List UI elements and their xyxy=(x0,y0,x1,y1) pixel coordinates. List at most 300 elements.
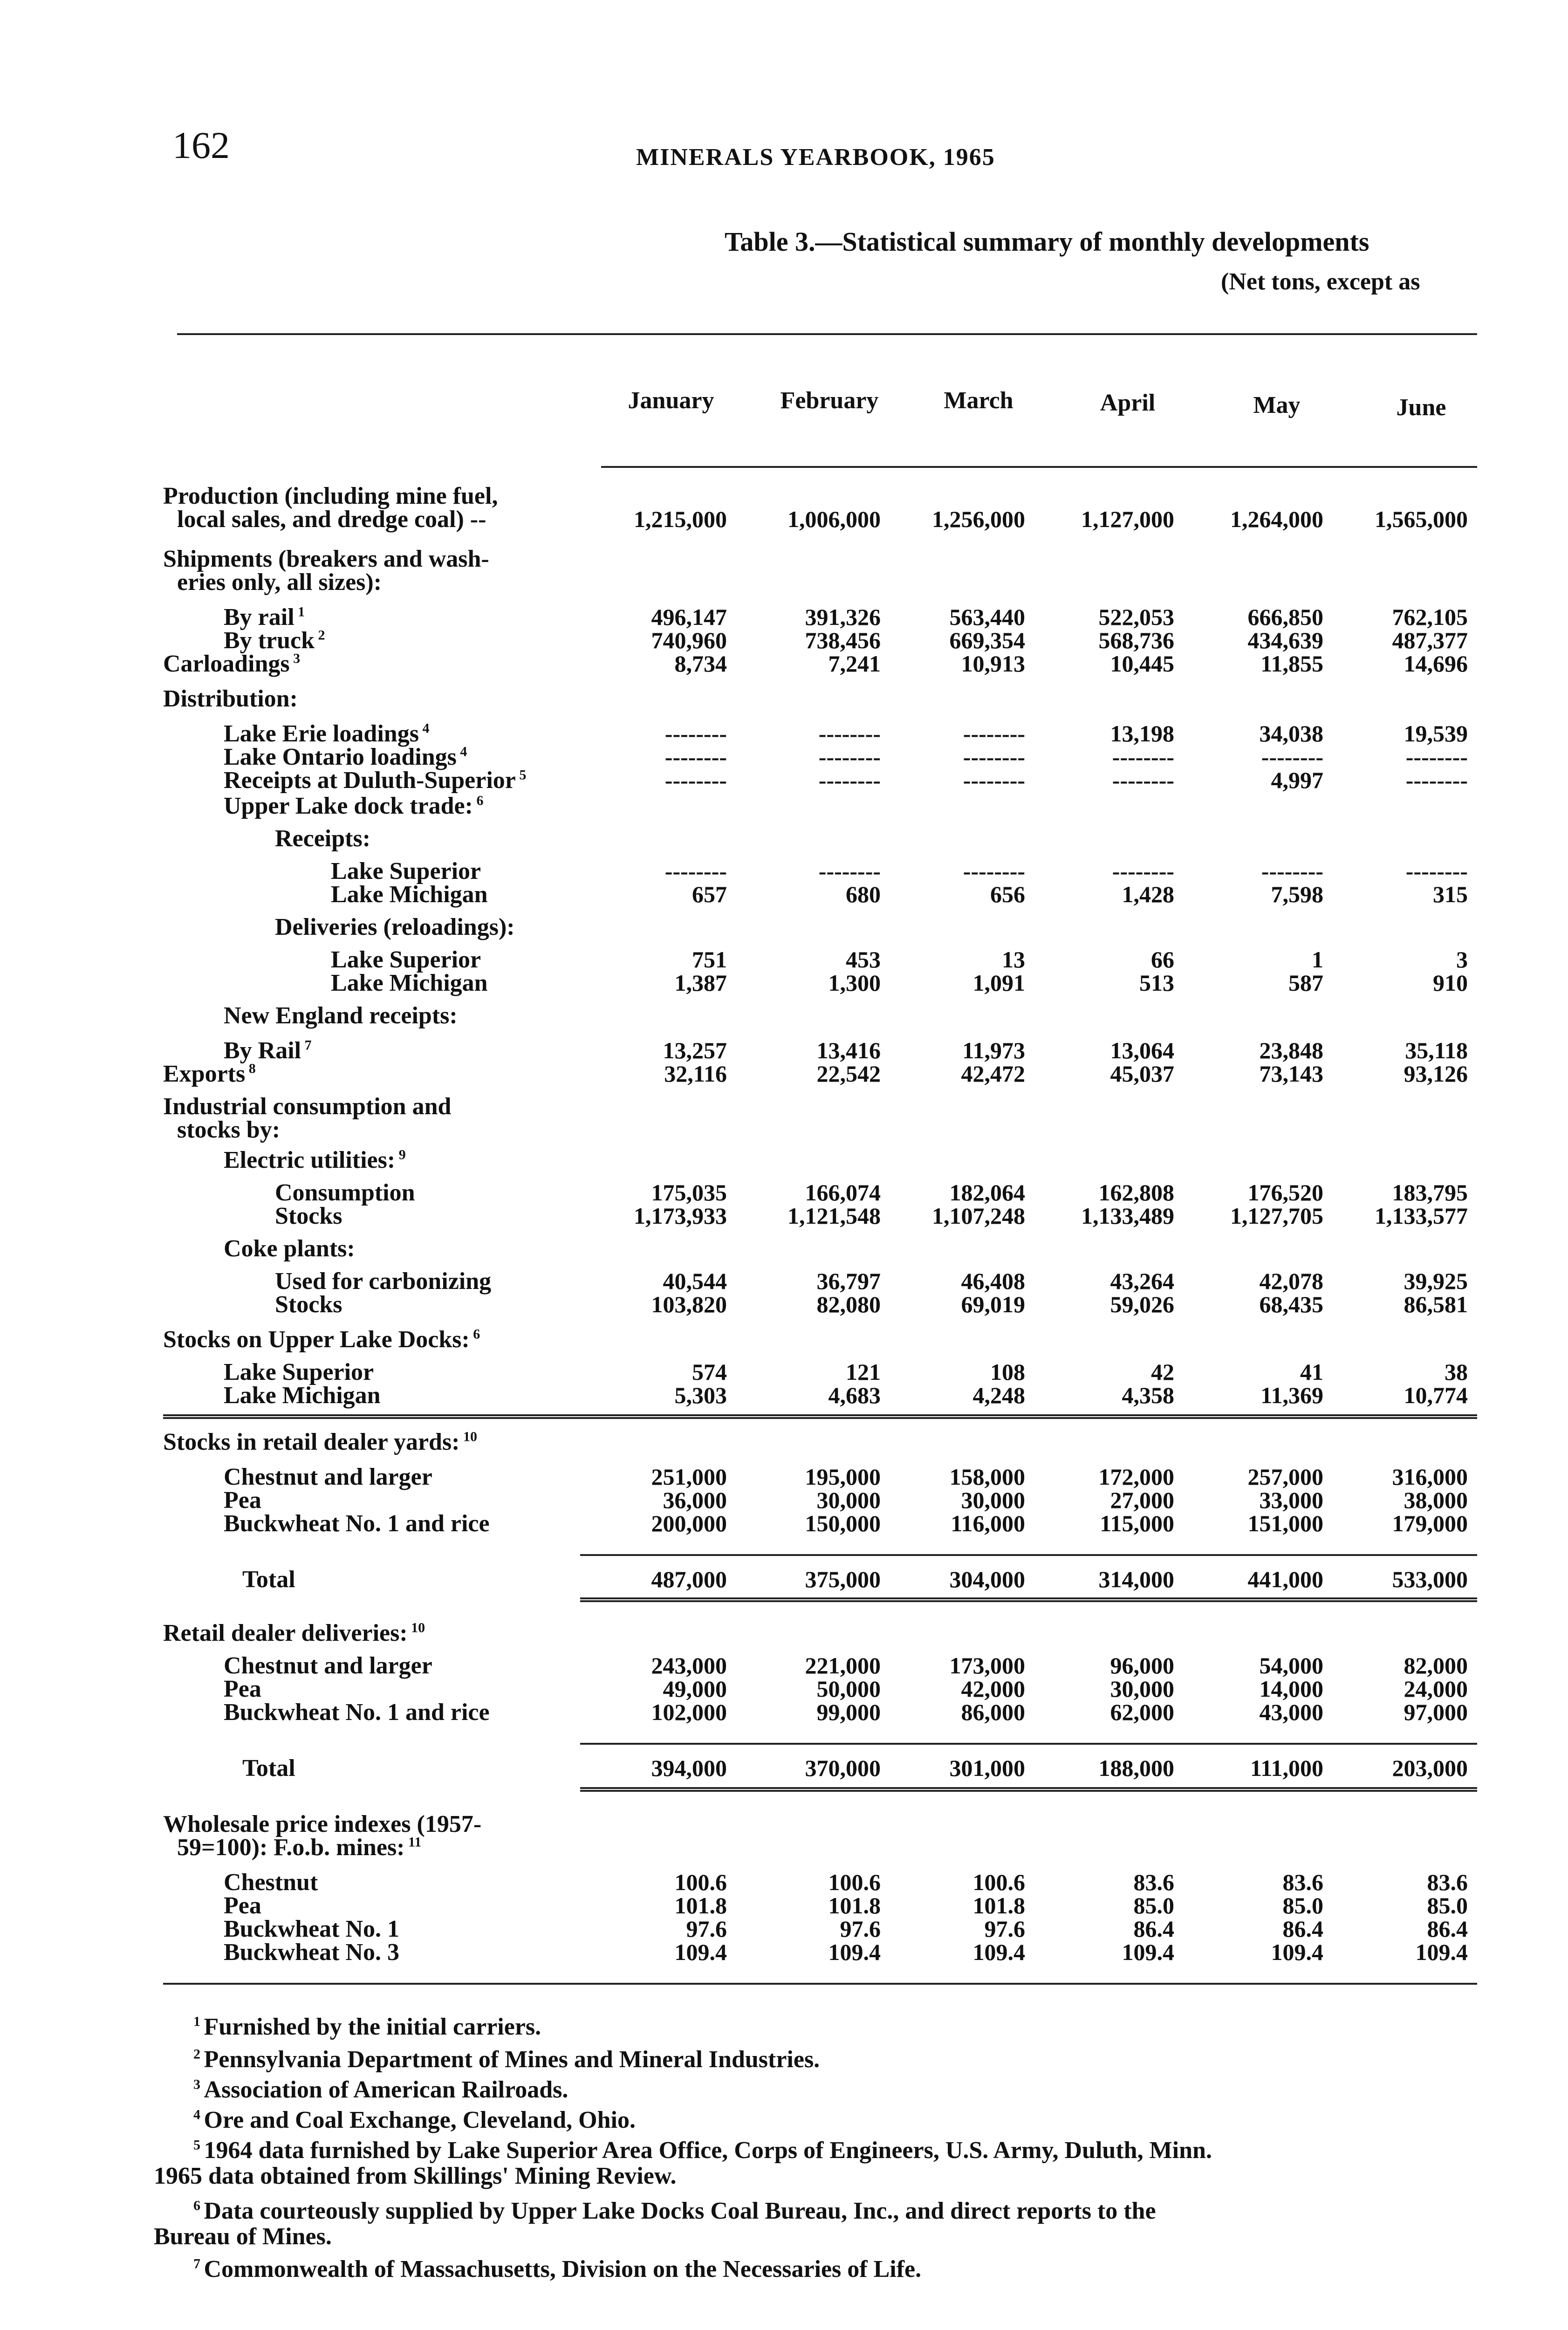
table-cell: 111,000 xyxy=(1250,1755,1323,1781)
table-cell: -------- xyxy=(1112,767,1174,793)
table-cell: 4,248 xyxy=(972,1382,1025,1408)
table-row xyxy=(163,1834,1477,1862)
col-january: January xyxy=(628,387,714,414)
row-label: Buckwheat No. 1 xyxy=(224,1916,400,1942)
table-cell: 115,000 xyxy=(1100,1510,1174,1536)
section-rule xyxy=(163,1414,1477,1419)
table-cell: -------- xyxy=(963,858,1025,884)
table-cell: 158,000 xyxy=(949,1464,1025,1490)
table-cell: 50,000 xyxy=(816,1676,881,1702)
row-label: Exports $^8$ xyxy=(163,1061,256,1087)
table-cell: 251,000 xyxy=(651,1464,727,1490)
table-cell: 1,300 xyxy=(828,970,881,996)
row-label: Lake Michigan xyxy=(331,881,488,908)
table-cell: 13,257 xyxy=(663,1037,727,1063)
table-cell: 85.0 xyxy=(1133,1892,1174,1919)
table-cell: 162,808 xyxy=(1098,1179,1174,1206)
table-row xyxy=(163,767,1477,795)
footnote: $^6$ Data courteously supplied by Upper Lake Docks Coal Bureau, Inc., and direct reports to the xyxy=(193,2198,1156,2224)
table-cell: 33,000 xyxy=(1259,1487,1323,1513)
row-label: stocks by: xyxy=(177,1117,281,1143)
table-cell: 1,127,000 xyxy=(1081,506,1174,532)
footnote-ref: 1 xyxy=(294,604,305,620)
table-cell: 1,133,577 xyxy=(1375,1203,1468,1229)
table-cell: 150,000 xyxy=(805,1510,881,1536)
table-row xyxy=(163,1202,1477,1230)
table-cell: 453 xyxy=(846,946,881,973)
row-label: local sales, and dredge coal) -- xyxy=(177,506,486,533)
total-rule-1 xyxy=(580,1554,1477,1556)
table-cell: 38 xyxy=(1445,1359,1468,1385)
table-cell: 738,456 xyxy=(805,627,881,653)
row-label: Industrial consumption and xyxy=(163,1093,452,1120)
table-row xyxy=(163,1146,1477,1174)
table-row xyxy=(163,792,1477,820)
row-label: Production (including mine fuel, xyxy=(163,483,498,509)
footnote-ref: 11 xyxy=(404,1834,422,1850)
table-cell: 13,064 xyxy=(1110,1037,1174,1063)
table-row xyxy=(163,969,1477,997)
footnote: Bureau of Mines. xyxy=(154,2223,332,2250)
row-label: Consumption xyxy=(275,1179,415,1206)
footnote-mark: 7 xyxy=(193,2256,204,2272)
table-cell: 19,539 xyxy=(1404,720,1468,747)
table-cell: 13,416 xyxy=(816,1037,881,1063)
table-cell: 257,000 xyxy=(1247,1464,1323,1490)
table-cell: 30,000 xyxy=(961,1487,1025,1513)
table-cell: 109.4 xyxy=(1415,1939,1468,1965)
footnote-ref: 10 xyxy=(459,1429,477,1445)
table-cell: 41 xyxy=(1300,1359,1323,1385)
table-cell: 86,000 xyxy=(961,1699,1025,1725)
table-cell: 7,241 xyxy=(828,651,881,677)
row-label: By truck $^2$ xyxy=(224,627,325,654)
footnote-ref: 3 xyxy=(289,651,301,666)
row-label: Chestnut and larger xyxy=(224,1464,432,1490)
col-march: March xyxy=(944,387,1013,414)
row-label: Lake Michigan xyxy=(331,970,488,996)
table-cell: -------- xyxy=(1405,858,1468,884)
table-cell: 7,598 xyxy=(1271,881,1323,907)
table-cell: 751 xyxy=(692,946,727,973)
table-cell: 1,215,000 xyxy=(634,506,727,532)
table-cell: 86.4 xyxy=(1133,1916,1174,1942)
table-cell: 83.6 xyxy=(1282,1869,1323,1895)
table-cell: 740,960 xyxy=(651,627,727,653)
footnote: $^5$ 1964 data furnished by Lake Superior Area Office, Corps of Engineers, U.S. Army, Duluth, Minn. xyxy=(193,2137,1212,2164)
table-cell: 1 xyxy=(1312,946,1323,973)
table-cell: -------- xyxy=(963,720,1025,747)
table-cell: 22,542 xyxy=(816,1061,881,1087)
footnote: 1965 data obtained from Skillings' Mining Review. xyxy=(154,2163,677,2189)
table-cell: 10,445 xyxy=(1110,651,1174,677)
table-cell: 391,326 xyxy=(805,604,881,630)
row-label: Coke plants: xyxy=(224,1235,355,1262)
table-cell: 36,000 xyxy=(663,1487,727,1513)
table-cell: 42 xyxy=(1151,1359,1174,1385)
table-row xyxy=(163,569,1477,596)
table-cell: -------- xyxy=(1112,858,1174,884)
table-cell: 1,091 xyxy=(972,970,1025,996)
table-cell: 487,377 xyxy=(1392,627,1468,653)
table-cell: 657 xyxy=(692,881,727,907)
row-label: Lake Erie loadings $^4$ xyxy=(224,720,430,747)
table-cell: 243,000 xyxy=(651,1652,727,1679)
table-cell: 182,064 xyxy=(949,1179,1025,1206)
table-cell: 45,037 xyxy=(1110,1061,1174,1087)
table-cell: 188,000 xyxy=(1098,1755,1174,1781)
table-cell: 533,000 xyxy=(1392,1566,1468,1592)
footnote-ref: 2 xyxy=(315,627,325,643)
footnote-mark: 4 xyxy=(193,2107,204,2123)
table-cell: 1,264,000 xyxy=(1230,506,1323,532)
table-cell: 522,053 xyxy=(1098,604,1174,630)
table-cell: 1,565,000 xyxy=(1375,506,1468,532)
running-head: MINERALS YEARBOOK, 1965 xyxy=(636,144,995,171)
table-row xyxy=(163,1428,1477,1456)
table-cell: 40,544 xyxy=(663,1268,727,1294)
table-cell: 314,000 xyxy=(1098,1566,1174,1592)
table-cell: 86,581 xyxy=(1404,1291,1468,1317)
table-cell: 42,472 xyxy=(961,1061,1025,1087)
row-label: Receipts: xyxy=(275,825,371,852)
table-cell: 101.8 xyxy=(972,1892,1025,1919)
table-cell: 13 xyxy=(1002,946,1025,973)
table-cell: 59,026 xyxy=(1110,1291,1174,1317)
row-label: Used for carbonizing xyxy=(275,1268,492,1295)
table-cell: 43,264 xyxy=(1110,1268,1174,1294)
table-row xyxy=(163,1619,1477,1647)
table-cell: 108 xyxy=(990,1359,1025,1385)
table-cell: 1,428 xyxy=(1122,881,1174,907)
table-cell: 85.0 xyxy=(1282,1892,1323,1919)
table-cell: 69,019 xyxy=(961,1291,1025,1317)
table-cell: 42,000 xyxy=(961,1676,1025,1702)
table-cell: 487,000 xyxy=(651,1566,727,1592)
table-cell: -------- xyxy=(1405,744,1468,770)
footnote-ref: 4 xyxy=(456,744,467,760)
footnote-ref: 8 xyxy=(245,1061,256,1076)
table-row xyxy=(163,1939,1477,1967)
footnote: $^1$ Furnished by the initial carriers. xyxy=(193,2014,541,2040)
table-cell: -------- xyxy=(963,744,1025,770)
table-cell: 97.6 xyxy=(840,1916,881,1942)
table-cell: 34,038 xyxy=(1259,720,1323,747)
table-cell: 14,696 xyxy=(1404,651,1468,677)
row-label: Total xyxy=(242,1566,295,1593)
row-label: Receipts at Duluth-Superior $^5$ xyxy=(224,767,527,794)
table-cell: -------- xyxy=(664,767,727,793)
table-cell: 68,435 xyxy=(1259,1291,1323,1317)
footnote: $^7$ Commonwealth of Massachusetts, Division on the Necessaries of Life. xyxy=(193,2256,922,2282)
table-cell: 100.6 xyxy=(972,1869,1025,1895)
table-cell: -------- xyxy=(963,767,1025,793)
table-cell: 101.8 xyxy=(828,1892,881,1919)
table-cell: 563,440 xyxy=(949,604,1025,630)
footnote-ref: 9 xyxy=(395,1147,406,1163)
table-cell: 42,078 xyxy=(1259,1268,1323,1294)
total-double-1 xyxy=(580,1597,1477,1602)
table-cell: 1,121,548 xyxy=(787,1203,881,1229)
footnote-ref: 6 xyxy=(472,793,484,809)
footnote: $^2$ Pennsylvania Department of Mines and Mineral Industries. xyxy=(193,2046,820,2073)
row-label: Pea xyxy=(224,1487,261,1514)
table-cell: -------- xyxy=(818,720,881,747)
table-cell: 4,997 xyxy=(1271,767,1323,793)
table-cell: 10,774 xyxy=(1404,1382,1468,1408)
footnote-ref: 4 xyxy=(418,720,430,736)
table-cell: 100.6 xyxy=(674,1869,727,1895)
table-cell: 96,000 xyxy=(1110,1652,1174,1679)
footnote-ref: 6 xyxy=(469,1326,480,1342)
table-cell: 39,925 xyxy=(1404,1268,1468,1294)
row-label: Shipments (breakers and wash- xyxy=(163,546,489,572)
row-label: Stocks xyxy=(275,1203,342,1229)
table-cell: 82,080 xyxy=(816,1291,881,1317)
footnote-mark: 1 xyxy=(193,2014,204,2029)
table-cell: -------- xyxy=(664,744,727,770)
table-cell: 574 xyxy=(692,1359,727,1385)
table-row xyxy=(163,1566,1477,1594)
table-cell: 62,000 xyxy=(1110,1699,1174,1725)
table-row xyxy=(163,825,1477,853)
table-cell: 100.6 xyxy=(828,1869,881,1895)
table-cell: 109.4 xyxy=(972,1939,1025,1965)
table-cell: 375,000 xyxy=(805,1566,881,1592)
table-cell: 1,133,489 xyxy=(1081,1203,1174,1229)
table-cell: 4,358 xyxy=(1122,1382,1174,1408)
table-cell: 587 xyxy=(1288,970,1323,996)
table-cell: 200,000 xyxy=(651,1510,727,1536)
row-label: Wholesale price indexes (1957- xyxy=(163,1811,482,1837)
table-row xyxy=(163,1699,1477,1727)
table-cell: 370,000 xyxy=(805,1755,881,1781)
table-cell: 116,000 xyxy=(951,1510,1025,1536)
table-cell: -------- xyxy=(1112,744,1174,770)
table-cell: 680 xyxy=(846,881,881,907)
table-cell: 109.4 xyxy=(674,1939,727,1965)
table-cell: 1,387 xyxy=(674,970,727,996)
table-cell: 762,105 xyxy=(1392,604,1468,630)
table-row xyxy=(163,1510,1477,1538)
row-label: Lake Michigan xyxy=(224,1382,381,1409)
table-cell: 109.4 xyxy=(1271,1939,1323,1965)
table-cell: 86.4 xyxy=(1282,1916,1323,1942)
page-number: 162 xyxy=(172,124,230,166)
table-cell: 109.4 xyxy=(828,1939,881,1965)
table-row xyxy=(163,1235,1477,1263)
table-row xyxy=(163,1060,1477,1088)
footnote-mark: 3 xyxy=(193,2076,204,2092)
table-cell: 83.6 xyxy=(1427,1869,1468,1895)
table-cell: -------- xyxy=(1261,858,1323,884)
table-cell: 93,126 xyxy=(1404,1061,1468,1087)
table-cell: 151,000 xyxy=(1247,1510,1323,1536)
table-cell: 1,006,000 xyxy=(787,506,881,532)
footnote-mark: 6 xyxy=(193,2198,204,2214)
row-label: Total xyxy=(242,1755,295,1782)
row-label: Pea xyxy=(224,1676,261,1702)
table-cell: 10,913 xyxy=(961,651,1025,677)
table-row xyxy=(163,1291,1477,1319)
table-cell: 3 xyxy=(1456,946,1468,973)
table-cell: 4,683 xyxy=(828,1382,881,1408)
table-cell: 97,000 xyxy=(1404,1699,1468,1725)
footnote-mark: 2 xyxy=(193,2046,204,2062)
footnote-ref: 10 xyxy=(407,1620,425,1636)
table-cell: 23,848 xyxy=(1259,1037,1323,1063)
col-may: May xyxy=(1253,392,1301,418)
table-cell: 102,000 xyxy=(651,1699,727,1725)
col-february: February xyxy=(780,387,879,414)
table-cell: 221,000 xyxy=(805,1652,881,1679)
row-label: Upper Lake dock trade: $^6$ xyxy=(224,793,484,819)
table-row xyxy=(163,1116,1477,1144)
table-cell: 496,147 xyxy=(651,604,727,630)
bottom-rule xyxy=(163,1983,1477,1985)
row-label: New England receipts: xyxy=(224,1002,458,1029)
table-cell: 35,118 xyxy=(1405,1037,1468,1063)
table-cell: 1,173,933 xyxy=(634,1203,727,1229)
table-cell: 568,736 xyxy=(1098,627,1174,653)
table-row xyxy=(163,685,1477,713)
table-subtitle: (Net tons, except as xyxy=(1221,268,1420,295)
row-label: Carloadings $^3$ xyxy=(163,651,301,677)
table-cell: 394,000 xyxy=(651,1755,727,1781)
table-cell: -------- xyxy=(818,767,881,793)
table-cell: 85.0 xyxy=(1427,1892,1468,1919)
table-cell: 176,520 xyxy=(1247,1179,1323,1206)
table-cell: 14,000 xyxy=(1259,1676,1323,1702)
table-cell: 666,850 xyxy=(1247,604,1323,630)
table-cell: 86.4 xyxy=(1427,1916,1468,1942)
footnote-ref: 7 xyxy=(301,1037,312,1053)
table-row xyxy=(163,650,1477,678)
table-cell: 66 xyxy=(1151,946,1174,973)
table-cell: 1,256,000 xyxy=(932,506,1025,532)
row-label: Lake Ontario loadings $^4$ xyxy=(224,744,467,770)
row-label: By rail $^1$ xyxy=(224,604,305,630)
table-cell: 656 xyxy=(990,881,1025,907)
table-cell: 32,116 xyxy=(664,1061,727,1087)
col-june: June xyxy=(1396,394,1446,421)
table-cell: 97.6 xyxy=(686,1916,727,1942)
row-label: Stocks on Upper Lake Docks: $^6$ xyxy=(163,1326,480,1353)
table-cell: 203,000 xyxy=(1392,1755,1468,1781)
table-row xyxy=(163,1754,1477,1782)
table-cell: 669,354 xyxy=(949,627,1025,653)
row-label: By Rail $^7$ xyxy=(224,1037,312,1064)
row-label: Retail dealer deliveries: $^{10}$ xyxy=(163,1620,425,1646)
table-cell: 36,797 xyxy=(816,1268,881,1294)
table-cell: -------- xyxy=(818,858,881,884)
row-label: Stocks in retail dealer yards: $^{10}$ xyxy=(163,1429,477,1455)
table-cell: 166,074 xyxy=(805,1179,881,1206)
table-cell: 175,035 xyxy=(651,1179,727,1206)
table-cell: 179,000 xyxy=(1392,1510,1468,1536)
table-cell: 172,000 xyxy=(1098,1464,1174,1490)
row-label: Pea xyxy=(224,1892,261,1919)
row-label: Lake Superior xyxy=(224,1359,374,1385)
table-cell: 13,198 xyxy=(1110,720,1174,747)
table-row xyxy=(163,913,1477,941)
table-cell: 434,639 xyxy=(1247,627,1323,653)
table-cell: 101.8 xyxy=(674,1892,727,1919)
row-label: eries only, all sizes): xyxy=(177,569,382,596)
footnote-mark: 5 xyxy=(193,2137,204,2153)
table-cell: 109.4 xyxy=(1122,1939,1174,1965)
table-cell: 11,369 xyxy=(1260,1382,1323,1408)
footnote-ref: 5 xyxy=(515,767,527,783)
table-cell: 301,000 xyxy=(949,1755,1025,1781)
table-row xyxy=(163,1002,1477,1030)
table-cell: 315 xyxy=(1433,881,1468,907)
table-cell: -------- xyxy=(1261,744,1323,770)
table-cell: 46,408 xyxy=(961,1268,1025,1294)
row-label: Chestnut and larger xyxy=(224,1652,432,1679)
table-cell: 30,000 xyxy=(1110,1676,1174,1702)
table-cell: -------- xyxy=(1405,767,1468,793)
table-cell: 49,000 xyxy=(663,1676,727,1702)
table-cell: 82,000 xyxy=(1404,1652,1468,1679)
table-cell: -------- xyxy=(664,858,727,884)
table-cell: 8,734 xyxy=(674,651,727,677)
row-label: Distribution: xyxy=(163,685,298,712)
table-title: Table 3.—Statistical summary of monthly developments xyxy=(725,226,1369,257)
table-cell: 910 xyxy=(1433,970,1468,996)
row-label: Lake Superior xyxy=(331,946,481,973)
row-label: Buckwheat No. 1 and rice xyxy=(224,1510,490,1537)
row-label: Electric utilities: $^9$ xyxy=(224,1147,406,1173)
table-cell: 5,303 xyxy=(674,1382,727,1408)
total-rule-2 xyxy=(580,1743,1477,1745)
table-cell: 43,000 xyxy=(1259,1699,1323,1725)
table-cell: 1,107,248 xyxy=(932,1203,1025,1229)
row-label: Lake Superior xyxy=(331,858,481,884)
table-row xyxy=(163,1326,1477,1354)
row-label: Deliveries (reloadings): xyxy=(275,914,515,940)
table-cell: 11,855 xyxy=(1260,651,1323,677)
table-cell: 103,820 xyxy=(651,1291,727,1317)
table-cell: 441,000 xyxy=(1247,1566,1323,1592)
table-row xyxy=(163,881,1477,909)
table-cell: 24,000 xyxy=(1404,1676,1468,1702)
table-cell: 99,000 xyxy=(816,1699,881,1725)
table-row xyxy=(163,1382,1477,1410)
table-cell: 513 xyxy=(1139,970,1174,996)
table-cell: 83.6 xyxy=(1133,1869,1174,1895)
table-cell: 121 xyxy=(846,1359,881,1385)
table-cell: 54,000 xyxy=(1259,1652,1323,1679)
row-label: Buckwheat No. 3 xyxy=(224,1939,400,1966)
table-cell: -------- xyxy=(818,744,881,770)
table-cell: 316,000 xyxy=(1392,1464,1468,1490)
table-cell: 73,143 xyxy=(1259,1061,1323,1087)
row-label: Buckwheat No. 1 and rice xyxy=(224,1699,490,1726)
table-cell: 27,000 xyxy=(1110,1487,1174,1513)
row-label: Chestnut xyxy=(224,1869,318,1896)
col-april: April xyxy=(1100,390,1156,416)
row-label: Stocks xyxy=(275,1291,342,1318)
top-rule xyxy=(177,333,1477,335)
table-row xyxy=(163,506,1477,534)
total-double-2 xyxy=(580,1787,1477,1792)
table-cell: 173,000 xyxy=(949,1652,1025,1679)
table-cell: 30,000 xyxy=(816,1487,881,1513)
header-rule xyxy=(601,466,1477,468)
table-cell: 183,795 xyxy=(1392,1179,1468,1206)
row-label: 59=100): F.o.b. mines: $^{11}$ xyxy=(177,1834,422,1861)
